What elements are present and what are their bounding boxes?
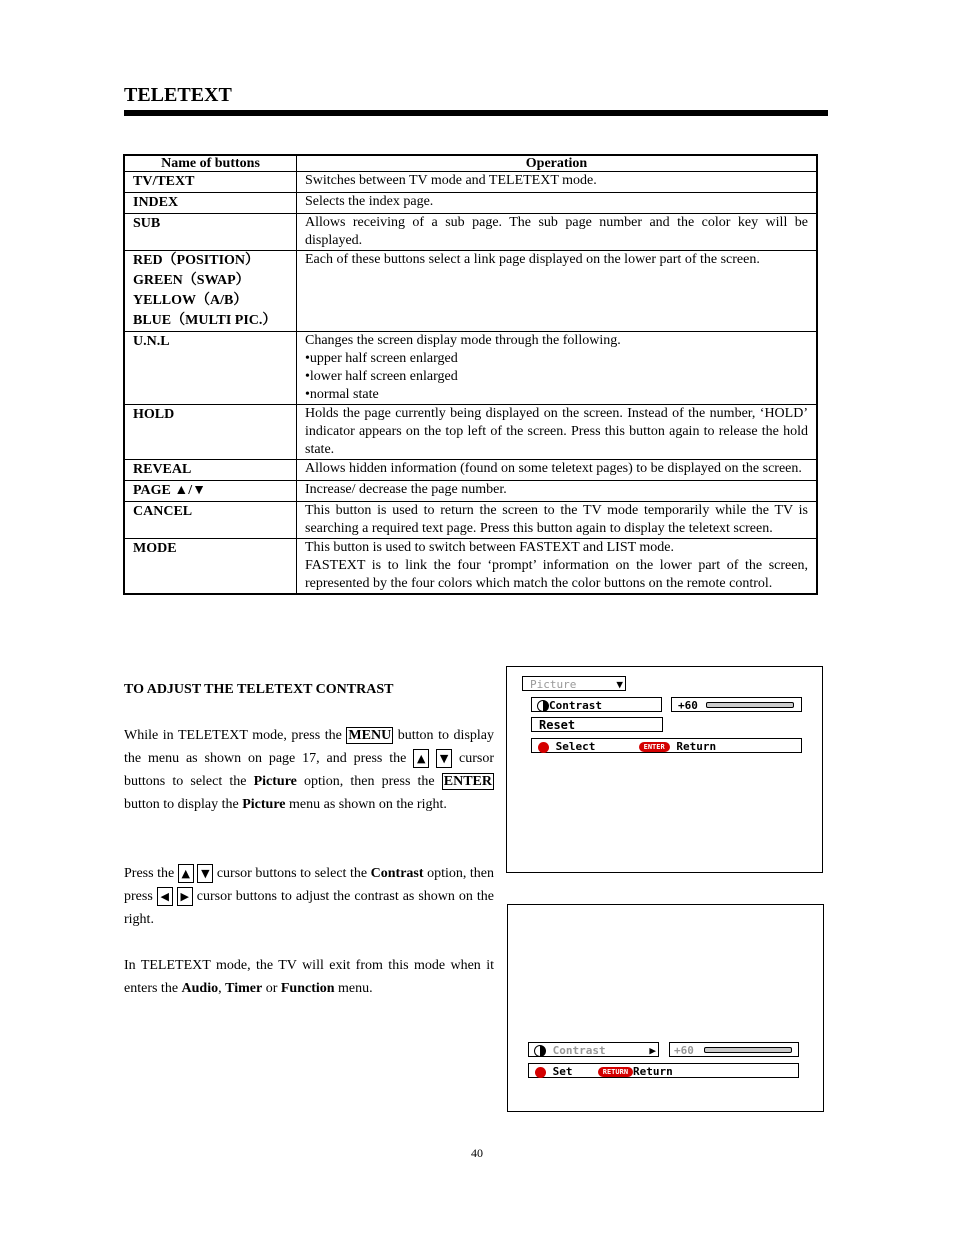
contrast-icon [534, 1045, 546, 1057]
reset-item: Reset [531, 717, 663, 732]
contrast-slider [706, 702, 794, 708]
right-arrow-icon: ▶ [177, 887, 193, 906]
menu-key: MENU [348, 728, 392, 743]
button-name: U.N.L [133, 334, 170, 349]
enter-key: ENTER [443, 774, 492, 789]
osd1-help-bar: Select ENTER Return [531, 738, 802, 753]
table-row [124, 405, 817, 460]
operation-text: This button is used to switch between FASTEXT and LIST mode. [305, 540, 675, 555]
title-rule [124, 110, 828, 116]
paragraph-exit: In TELETEXT mode, the TV will exit from this mode when it enters the Audio, Timer or Function menu. [124, 958, 494, 996]
button-name: REVEAL [133, 462, 192, 477]
contrast-value-field: +60 [669, 1042, 799, 1057]
paragraph-contrast: Press the ▲ ▼ cursor buttons to select the Contrast option, then press ◀ ▶ cursor buttons to adjust the contrast as shown on the right. [124, 866, 495, 927]
operation-cell [297, 172, 818, 193]
operation-text: Holds the page currently being displayed on the screen. Instead of the number, ‘HOLD’ indicator appears on the top left of the screen. Press this button again to release the hold state. [305, 406, 808, 457]
button-name: YELLOW（A/B） [133, 293, 248, 308]
table-row [124, 193, 817, 214]
operation-text: This button is used to return the screen to the TV mode temporarily while the TV is searching a required text page. Press this button again to display the teletext screen. [305, 503, 808, 536]
button-name: MODE [133, 541, 177, 556]
operation-text: Switches between TV mode and TELETEXT mode. [305, 173, 597, 188]
page-number: 40 [471, 1146, 483, 1160]
table-row [124, 539, 817, 595]
contrast-item: Contrast [531, 697, 662, 712]
left-arrow-icon: ◀ [157, 887, 173, 906]
operation-text: Changes the screen display mode through the following. [305, 333, 621, 348]
table-row [124, 481, 817, 502]
up-arrow-icon: ▲ [178, 864, 194, 883]
operation-text: Allows hidden information (found on some teletext pages) to be displayed on the screen. [305, 461, 802, 476]
right-arrow-icon: ▶ [649, 1044, 656, 1057]
operation-text: •upper half screen enlarged [305, 351, 458, 366]
picture-menu-osd [506, 666, 823, 873]
contrast-slider [704, 1047, 792, 1053]
page-title: TELETEXT [124, 84, 232, 106]
button-name-cell [124, 502, 297, 539]
table-header-row [124, 155, 817, 172]
button-name-cell [124, 460, 297, 481]
osd2-help-bar: Set RETURN Return [528, 1063, 799, 1078]
dropdown-arrow-icon: ▼ [616, 678, 623, 691]
button-name: CANCEL [133, 504, 193, 519]
table-row [124, 251, 817, 332]
contrast-item: Contrast ▶ [528, 1042, 659, 1057]
table-row [124, 502, 817, 539]
button-name-cell [124, 172, 297, 193]
operation-cell [297, 332, 818, 405]
operation-cell [297, 460, 818, 481]
set-icon [535, 1067, 546, 1078]
contrast-adjust-osd [507, 904, 824, 1112]
operation-cell [297, 193, 818, 214]
button-name: HOLD [133, 407, 175, 422]
operation-cell [297, 405, 818, 460]
button-name: TV/TEXT [133, 174, 195, 189]
picture-header: Picture ▼ [522, 676, 626, 691]
operation-text: FASTEXT is to link the four ‘prompt’ information on the lower part of the screen, represented by the four colors which match the color buttons on the remote control. [305, 558, 808, 591]
operation-cell [297, 502, 818, 539]
button-name-cell [124, 405, 297, 460]
button-name: SUB [133, 216, 161, 231]
operation-text: •normal state [305, 387, 379, 402]
button-name-cell [124, 193, 297, 214]
enter-badge: ENTER [639, 742, 670, 752]
operation-cell [297, 481, 818, 502]
operation-cell [297, 539, 818, 595]
select-icon [538, 742, 549, 753]
table-row [124, 214, 817, 251]
down-arrow-icon: ▼ [436, 749, 452, 768]
operation-text: Each of these buttons select a link page displayed on the lower part of the screen. [305, 252, 760, 267]
operation-text: •lower half screen enlarged [305, 369, 458, 384]
operation-text: Selects the index page. [305, 194, 434, 209]
button-name-cell [124, 214, 297, 251]
button-name-cell [124, 332, 297, 405]
button-name: INDEX [133, 195, 179, 210]
contrast-value-field: +60 [671, 697, 802, 712]
operation-text: Increase/ decrease the page number. [305, 482, 507, 497]
button-name-cell [124, 539, 297, 595]
header-operation: Operation [297, 155, 818, 172]
contrast-icon [537, 700, 549, 712]
table-row [124, 332, 817, 405]
button-name: BLUE（MULTI PIC.） [133, 313, 277, 328]
up-arrow-icon: ▲ [413, 749, 429, 768]
button-name-cell [124, 481, 297, 502]
buttons-table [123, 154, 818, 595]
button-name: PAGE ▲/▼ [133, 483, 206, 498]
paragraph-menu: While in TELETEXT mode, press the MENU button to display the menu as shown on page 17, and press the ▲ ▼ cursor buttons to select the Picture option, then press the ENTER button to display the Picture menu as shown on the right. [124, 728, 494, 812]
operation-cell [297, 251, 818, 332]
operation-cell [297, 214, 818, 251]
header-name: Name of buttons [124, 155, 297, 172]
section-heading: TO ADJUST THE TELETEXT CONTRAST [124, 682, 394, 697]
return-badge: RETURN [598, 1067, 633, 1077]
button-name-cell [124, 251, 297, 332]
button-name: RED（POSITION） [133, 253, 260, 268]
table-row [124, 172, 817, 193]
button-name: GREEN（SWAP） [133, 273, 250, 288]
operation-text: Allows receiving of a sub page. The sub page number and the color key will be displayed. [305, 215, 808, 248]
down-arrow-icon: ▼ [197, 864, 213, 883]
table-row [124, 460, 817, 481]
